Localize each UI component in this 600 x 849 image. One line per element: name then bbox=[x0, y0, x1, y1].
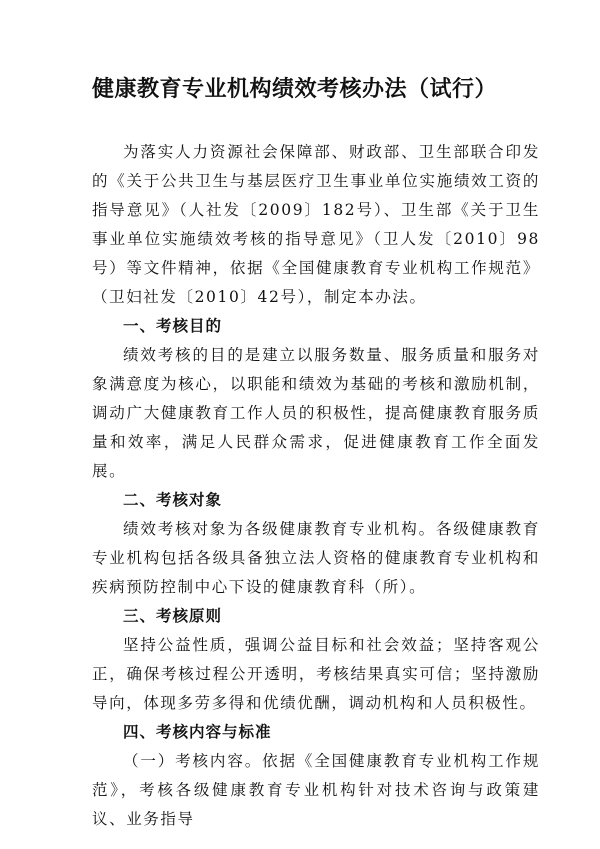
section-heading-target: 二、考核对象 bbox=[123, 491, 223, 509]
section-text-target: 绩效考核对象为各级健康教育专业机构。各级健康教育专业机构包括各级具备独立法人资格的健康教育专业机构和疾病预防控制中心下设的健康教育科（所）。 bbox=[92, 520, 540, 596]
section-text-purpose: 绩效考核的目的是建立以服务数量、服务质量和服务对象满意度为核心，以职能和绩效为基础的考核和激励机制，调动广大健康教育工作人员的积极性，提高健康教育服务质量和效率，满足人民群众需求，促进健康教育工作全面发展。 bbox=[92, 346, 540, 480]
document-title: 健康教育专业机构绩效考核办法（试行） bbox=[92, 77, 498, 102]
section-heading-content: 四、考核内容与标准 bbox=[123, 723, 272, 741]
section-heading-principles: 三、考核原则 bbox=[123, 607, 223, 625]
section-text-content: （一）考核内容。依据《全国健康教育专业机构工作规范》，考核各级健康教育专业机构针对技术咨询与政策建议、业务指导 bbox=[92, 752, 540, 828]
section-text-principles: 坚持公益性质，强调公益目标和社会效益；坚持客观公正，确保考核过程公开透明，考核结果真实可信；坚持激励导向，体现多劳多得和优绩优酬，调动机构和人员积极性。 bbox=[92, 636, 540, 712]
section-heading-purpose: 一、考核目的 bbox=[123, 317, 223, 335]
document-body bbox=[92, 138, 540, 834]
intro-paragraph: 为落实人力资源社会保障部、财政部、卫生部联合印发的《关于公共卫生与基层医疗卫生事业单位实施绩效工资的指导意见》（人社发〔2009〕182号）、卫生部《关于卫生事业单位实施绩效考核的指导意见》（卫人发〔2010〕98号）等文件精神，依据《全国健康教育专业机构工作规范》（卫妇社发〔2010〕42号），制定本办法。 bbox=[92, 143, 540, 306]
